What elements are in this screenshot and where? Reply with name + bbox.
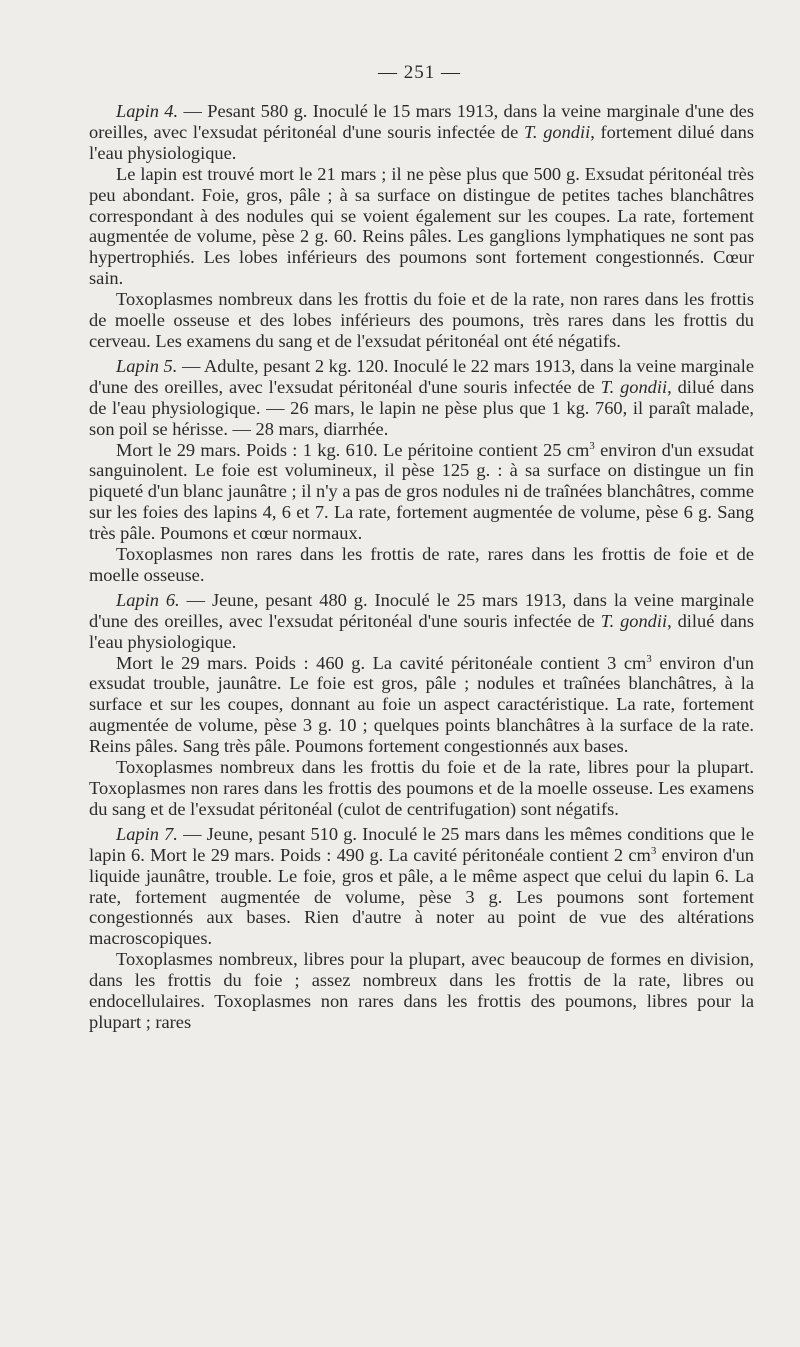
paragraph [89, 544, 754, 586]
paragraph-text: — Pesant 580 g. Inoculé le 15 mars 1913, dans la veine marginale d'une des oreilles, avec l'exsudat péritonéal d'une souris infectée de [89, 101, 754, 142]
paragraph-text: Mort le 29 mars. Poids : 1 kg. 610. Le péritoine contient 25 cm [116, 439, 590, 460]
paragraph-text: environ d'un exsudat sanguinolent. Le foie est volumineux, il pèse 125 g. : à sa surface on distingue un fin piqueté d'un blanc jaunâtre ; il n'y a pas de gros nodules ni de traînées blanchâtres, comme sur les foies des lapins 4, 6 et 7. La rate, fortement augmentée de volume, pèse 6 g. Sang très pâle. Poumons et cœur normaux. [89, 439, 754, 544]
superscript: 3 [646, 652, 652, 665]
paragraph-text: — Adulte, pesant 2 kg. 120. Inoculé le 22 mars 1913, dans la veine marginale d'une des oreilles, avec l'exsudat péritonéal d'une souris infectée de [89, 355, 754, 397]
paragraph-text: environ d'un liquide jaunâtre, trouble. Le foie, gros et pâle, a le même aspect que celui du lapin 6. La rate, fortement augmentée de volume, pèse 3 g. Les poumons sont fortement congestionnés aux bases. Rien d'autre à noter au point de vue des altérations macroscopiques. [89, 844, 754, 949]
paragraph-text: , dilué dans l'eau physiologique. [89, 610, 755, 652]
paragraph [89, 289, 754, 352]
paragraph-text: — Jeune, pesant 510 g. Inoculé le 25 mars dans les mêmes conditions que le lapin 6. Mort le 29 mars. Poids : 490 g. La cavité péritonéale contient 2 cm [89, 823, 754, 865]
paragraph [89, 440, 754, 545]
paragraph-text: , dilué dans de l'eau physiologique. — 26 mars, le lapin ne pèse plus que 1 kg. 760, il paraît malade, son poil se hérisse. — 28 mars, diarrhée. [89, 376, 755, 439]
paragraph-lapin-5 [89, 356, 754, 440]
rabbit-heading: Lapin 7. [116, 823, 178, 844]
paragraph [89, 949, 754, 1033]
paragraph-text: Toxoplasmes nombreux dans les frottis du foie et de la rate, libres pour la plupart. Toxoplasmes non rares dans les frottis des poumons et de la moelle osseuse. Les examens du sang et de l'exsudat péritonéal (culot de centrifugation) sont négatifs. [89, 757, 754, 819]
species-name: T. gondii [600, 610, 668, 631]
superscript: 3 [650, 844, 657, 857]
paragraph-lapin-6 [89, 590, 754, 653]
paragraph-lapin-7 [89, 824, 754, 949]
superscript: 3 [589, 439, 595, 452]
rabbit-heading: Lapin 5. [116, 355, 178, 376]
paragraph-lapin-4 [89, 101, 754, 164]
rabbit-heading: Lapin 4. [116, 101, 179, 121]
page-number: — 251 — [378, 62, 461, 83]
body-text [89, 101, 754, 1033]
paragraph-text: Toxoplasmes nombreux dans les frottis du foie et de la rate, non rares dans les frottis de moelle osseuse et des lobes inférieurs des poumons, très rares dans les frottis du cerveau. Les examens du sang et de l'exsudat péritonéal ont été négatifs. [89, 289, 754, 351]
species-name: T. gondii [524, 121, 591, 142]
paragraph [89, 653, 754, 758]
rabbit-heading: Lapin 6. [116, 589, 180, 610]
paragraph-text: — Jeune, pesant 480 g. Inoculé le 25 mars 1913, dans la veine marginale d'une des oreilles, avec l'exsudat péritonéal d'une souris infectée de [89, 589, 754, 631]
paragraph-text: Le lapin est trouvé mort le 21 mars ; il ne pèse plus que 500 g. Exsudat péritonéal très peu abondant. Foie, gros, pâle ; à sa surface on distingue de petites taches blanchâtres correspondant à des nodules qui se voient également sur les coupes. La rate, fortement augmentée de volume, pèse 2 g. 60. Reins pâles. Les ganglions lymphatiques ne sont pas hypertrophiés. Les lobes inférieurs des poumons sont fortement congestionnés. Cœur sain. [89, 163, 754, 289]
paragraph [89, 757, 754, 820]
species-name: T. gondii [600, 376, 668, 397]
paragraph-text: environ d'un exsudat trouble, jaunâtre. Le foie est gros, pâle ; nodules et traînées blanchâtres, à la surface et sur les coupes, donnant au foie un aspect caractéristique. La rate, fortement augmentée de volume, pèse 3 g. 10 ; quelques points blanchâtres à la surface de la rate. Reins pâles. Sang très pâle. Poumons fortement congestionnés aux bases. [89, 652, 754, 757]
paragraph-text: Toxoplasmes nombreux, libres pour la plupart, avec beaucoup de formes en division, dans les frottis du foie ; assez nombreux dans les frottis de la rate, libres ou endocellulaires. Toxoplasmes non rares dans les frottis des poumons, libres pour la plupart ; rares [89, 949, 754, 1032]
paragraph-text: Mort le 29 mars. Poids : 460 g. La cavité péritonéale contient 3 cm [116, 652, 647, 673]
paragraph-text: , fortement dilué dans l'eau physiologique. [89, 121, 754, 163]
paragraph [89, 164, 754, 289]
paragraph-text: Toxoplasmes non rares dans les frottis de rate, rares dans les frottis de foie et de moelle osseuse. [89, 544, 754, 585]
